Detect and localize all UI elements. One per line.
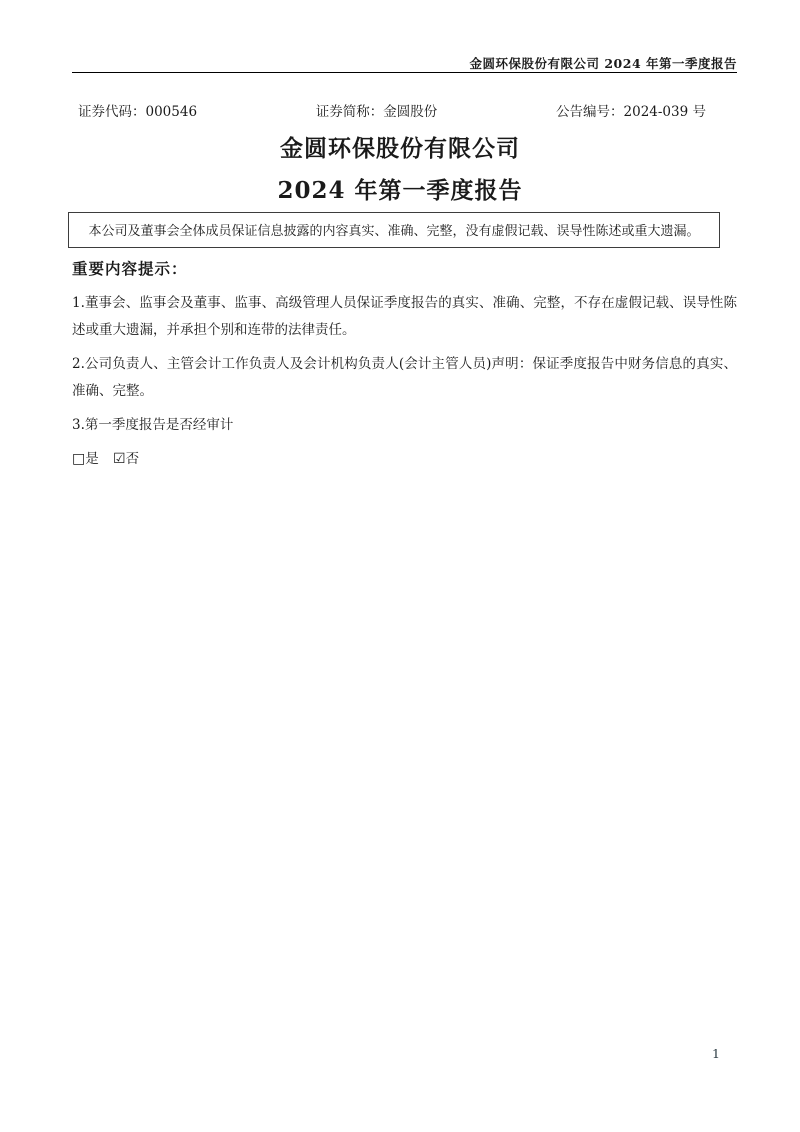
notice-paragraph-1: 1.董事会、监事会及董事、监事、高级管理人员保证季度报告的真实、准确、完整，不存在虚假记载、误导性陈述或重大遗漏，并承担个别和连带的法律责任。 [72, 295, 737, 338]
stock-short-name: 证券简称：金圆股份 [315, 104, 438, 120]
header-rule [72, 72, 737, 73]
page-number: 1 [712, 1046, 720, 1061]
audit-option-no [113, 451, 139, 467]
audit-option-no-label: 否 [125, 451, 140, 467]
audit-option-yes [72, 451, 103, 467]
important-notice-heading: 重要内容提示： [72, 260, 188, 278]
notice-paragraph-2: 2.公司负责人、主管会计工作负责人及会计机构负责人(会计主管人员)声明：保证季度报告中财务信息的真实、准确、完整。 [72, 356, 737, 399]
checkbox-unchecked-icon: □ [72, 451, 86, 467]
audit-options-line [72, 446, 737, 473]
audit-option-yes-label: 是 [85, 451, 99, 467]
announcement-number: 公告编号：2024-039 号 [556, 104, 706, 120]
security-info-row [78, 100, 706, 120]
stock-code: 证券代码：000546 [78, 104, 198, 120]
company-title: 金圆环保股份有限公司 [280, 135, 520, 162]
running-header: 金圆环保股份有限公司 2024 年第一季度报告 [469, 56, 737, 71]
disclosure-notice-box: 本公司及董事会全体成员保证信息披露的内容真实、准确、完整，没有虚假记载、误导性陈述或重大遗漏。 [68, 212, 720, 248]
notice-content [72, 290, 737, 480]
notice-paragraph-3: 3.第一季度报告是否经审计 [72, 417, 234, 433]
checkbox-checked-icon: ☑ [113, 451, 126, 467]
report-period-title: 2024 年第一季度报告 [277, 177, 523, 204]
